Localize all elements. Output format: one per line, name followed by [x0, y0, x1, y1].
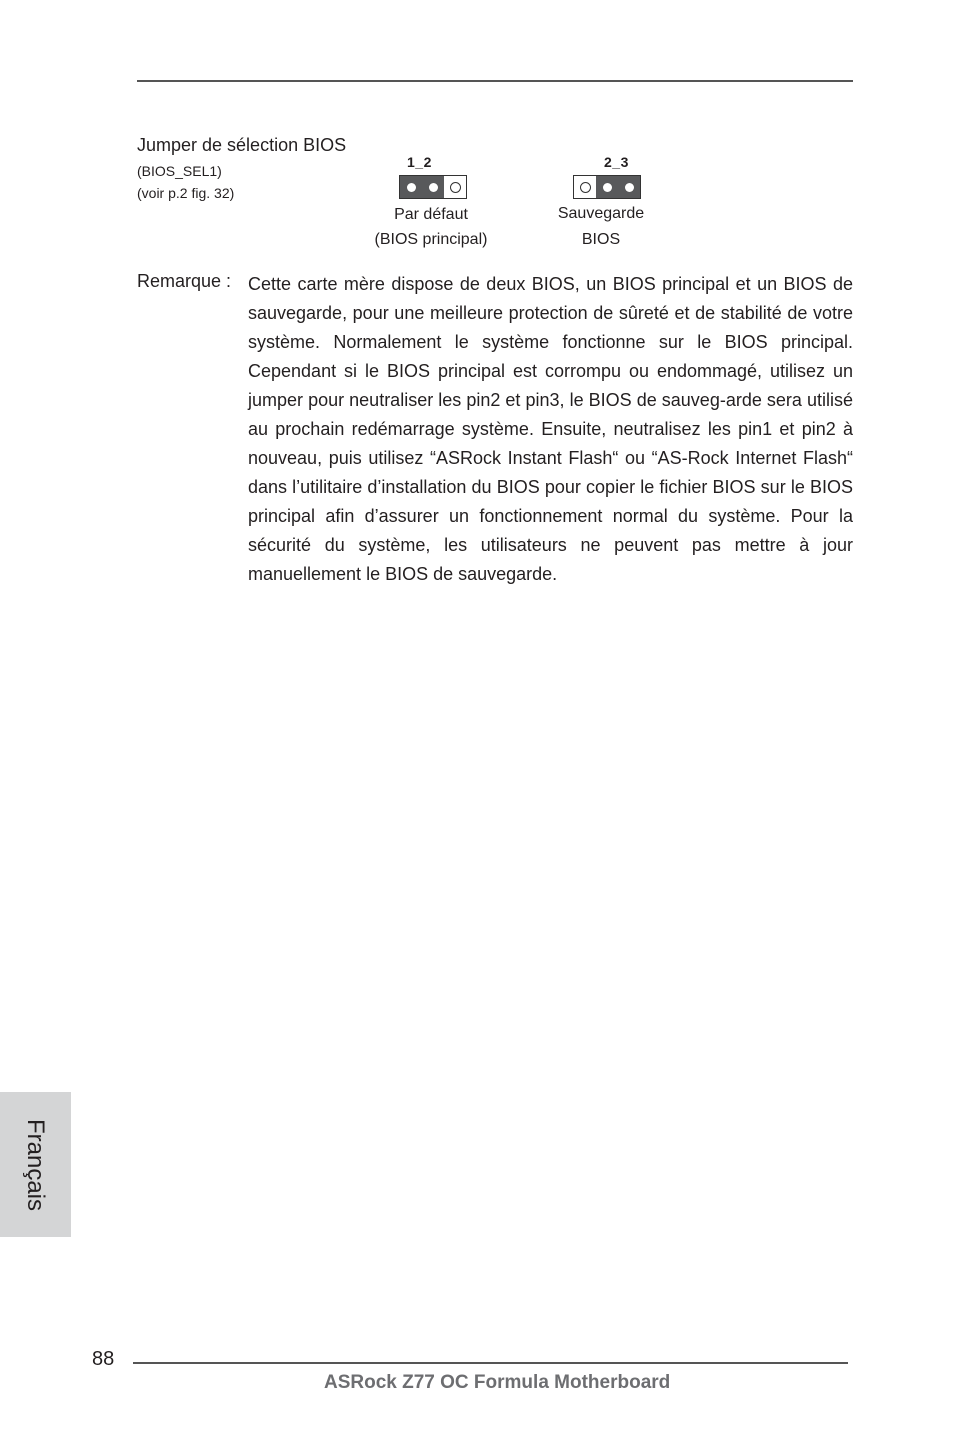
jumper-backup-pin-label: 2_3 [604, 154, 629, 170]
pin-1-open [574, 176, 596, 198]
language-side-tab [0, 1092, 71, 1237]
jumper-default-pins [399, 175, 467, 199]
pin-2-shorted [422, 176, 444, 198]
jumper-figure-ref: (voir p.2 fig. 32) [137, 185, 235, 201]
bottom-rule [133, 1362, 848, 1364]
pin-2-shorted [596, 176, 618, 198]
jumper-backup-caption-1: Sauvegarde [557, 205, 645, 222]
jumper-default-pin-label: 1_2 [407, 154, 432, 170]
jumper-backup-caption-2: BIOS [581, 231, 621, 248]
jumper-id: (BIOS_SEL1) [137, 163, 222, 179]
jumper-default-caption-1: Par défaut [394, 206, 468, 223]
top-rule [137, 80, 853, 82]
jumper-backup-pins [573, 175, 641, 199]
pin-1-shorted [400, 176, 422, 198]
page-number: 88 [92, 1348, 115, 1370]
jumper-title: Jumper de sélection BIOS [137, 135, 347, 155]
language-label: Français [22, 1118, 50, 1211]
jumper-default-caption-2: (BIOS principal) [374, 231, 488, 248]
pin-3-open [444, 176, 466, 198]
note-label: Remarque : [137, 271, 232, 291]
pin-3-shorted [618, 176, 640, 198]
footer-title: ASRock Z77 OC Formula Motherboard [324, 1372, 671, 1393]
note-text: Cette carte mère dispose de deux BIOS, un BIOS principal et un BIOS de sauvegarde, pour une meilleure protection de sûreté et de stabilité de votre système. Normalement le système fonctionne sur le BIOS principal. Cependant si le BIOS principal est corrompu ou endommagé, utilisez un jumper pour neutraliser les pin2 et pin3, le BIOS de sauveg-arde sera utilisé au prochain redémarrage système. Ensuite, neutralisez les pin1 et pin2 à nouveau, puis utilisez “ASRock Instant Flash“ ou “AS-Rock Internet Flash“ dans l’utilitaire d’installation du BIOS pour copier le fichier BIOS sur le BIOS principal afin d’assurer un fonctionnement normal du système. Pour la sécurité du système, les utilisateurs ne peuvent pas mettre à jour manuellement le BIOS de sauvegarde. [248, 274, 853, 584]
